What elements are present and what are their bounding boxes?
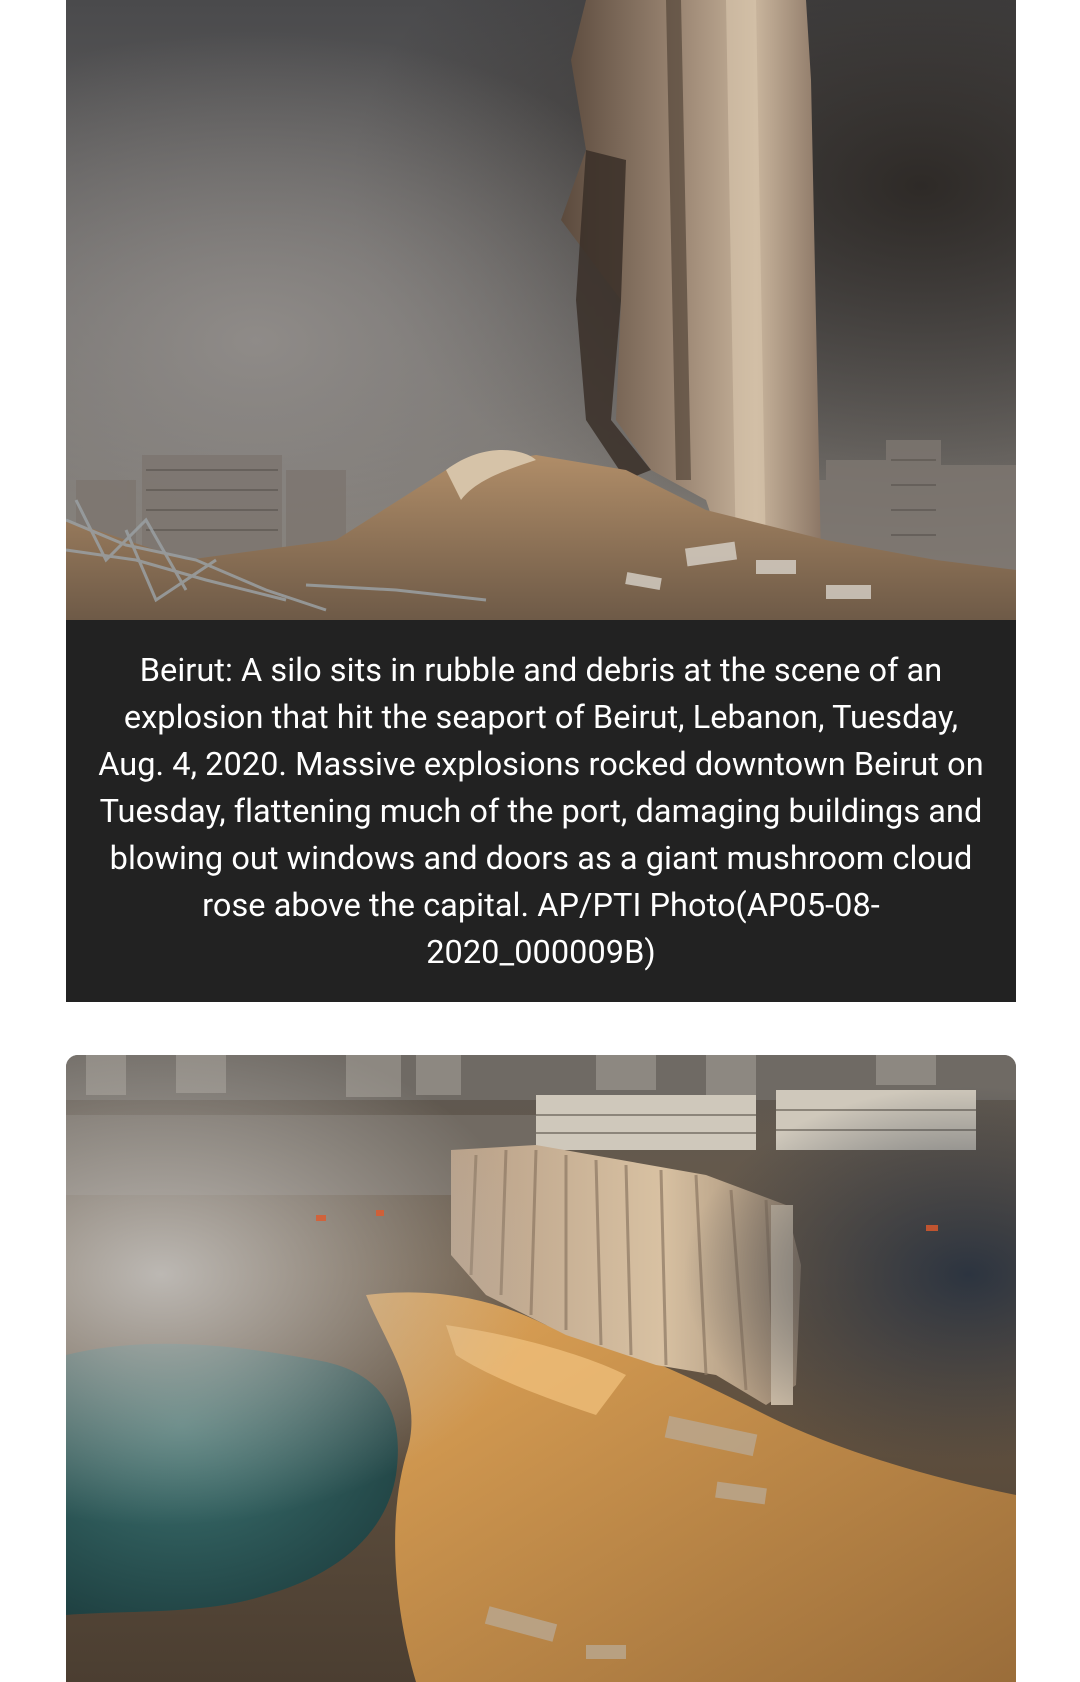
feed-item-1 <box>66 0 1016 1002</box>
aerial-port-silo-photo[interactable] <box>66 1055 1016 1682</box>
aerial-port-silo-image <box>66 1055 1016 1682</box>
silo-rubble-photo[interactable] <box>66 0 1016 620</box>
silo-rubble-image <box>66 0 1016 620</box>
feed-item-2 <box>66 1055 1016 1682</box>
photo-caption: Beirut: A silo sits in rubble and debris at the scene of an explosion that hit the seaport of Beirut, Lebanon, Tuesday, Aug. 4, 2020. Massive explosions rocked downtown Beirut on Tuesday, flattening much of the port, damaging buildings and blowing out windows and doors as a giant mushroom cloud rose above the capital. AP/PTI Photo(AP05-08-2020_000009B) <box>66 620 1016 1002</box>
